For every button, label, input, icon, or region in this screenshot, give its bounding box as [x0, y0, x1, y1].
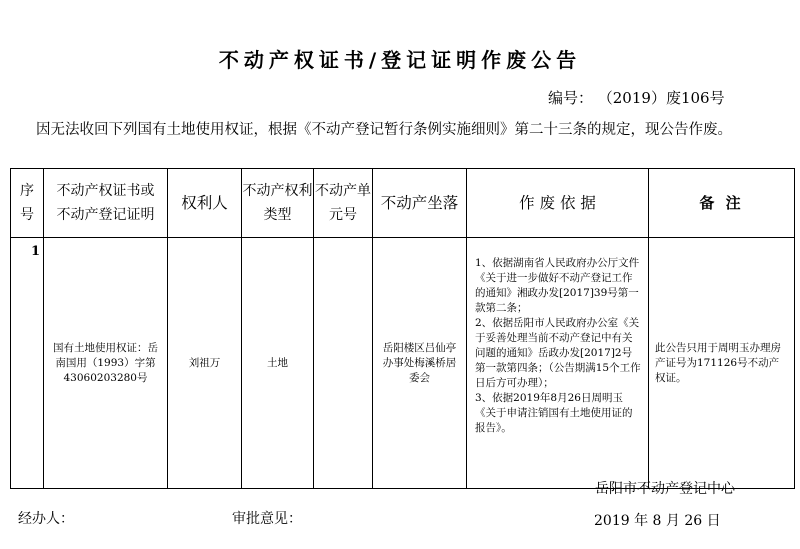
- table-row: [11, 238, 795, 489]
- row-remark: 此公告只用于周明玉办理房产证号为171126号不动产权证。: [649, 238, 795, 489]
- row-basis: [467, 238, 649, 489]
- header-unit-no-line2: 元号: [329, 207, 357, 223]
- approval-label: 审批意见：: [232, 511, 302, 527]
- header-cert: [44, 169, 168, 238]
- basis-item-1: 1、依据湖南省人民政府办公厅文件《关于进一步做好不动产登记工作的通知》湘政办发[2017]39号第一款第二条；: [475, 257, 640, 314]
- header-unit-no-line1: 不动产单: [315, 183, 371, 199]
- row-location: 岳阳楼区吕仙亭办事处梅溪桥居委会: [373, 238, 467, 489]
- header-right-type: [242, 169, 314, 238]
- basis-item-2: 2、依据岳阳市人民政府办公室《关于妥善处理当前不动产登记中有关问题的通知》岳政办发[2017]2号第一款第四条；（公告期满15个工作日后方可办理）；: [475, 317, 641, 389]
- header-right-type-line1: 不动产权利: [242, 183, 313, 199]
- issue-date: 2019 年 8 月 26 日: [594, 513, 721, 529]
- intro-text: 因无法收回下列国有土地使用权证，根据《不动产登记暂行条例实施细则》第二十三条的规定，现公告作废。: [36, 122, 732, 138]
- basis-item-3: 3、依据2019年8月26日周明玉《关于申请注销国有土地使用证的报告》。: [475, 392, 633, 434]
- header-seq-line2: 号: [20, 207, 34, 223]
- header-seq: [11, 169, 44, 238]
- header-location: 不动产坐落: [373, 169, 467, 238]
- header-unit-no: [314, 169, 373, 238]
- row-right-type: 土地: [242, 238, 314, 489]
- header-cert-line1: 不动产权证书或: [56, 183, 155, 199]
- header-seq-line1: 序: [20, 183, 34, 199]
- row-holder: 刘祖万: [168, 238, 242, 489]
- issuing-organization: 岳阳市不动产登记中心: [595, 481, 735, 497]
- header-right-type-line2: 类型: [263, 207, 292, 223]
- row-unit-no: [314, 238, 373, 489]
- row-seq: 1: [11, 238, 44, 489]
- header-cert-line2: 不动产登记证明: [56, 207, 155, 223]
- handler-label: 经办人：: [18, 511, 74, 527]
- header-holder: 权利人: [168, 169, 242, 238]
- table-header-row: [11, 169, 795, 238]
- page-title: 不动产权证书/登记证明作废公告: [218, 48, 582, 72]
- header-basis: 作 废 依 据: [467, 169, 649, 238]
- cancellation-table: [10, 168, 795, 489]
- row-cert: 国有土地使用权证：岳南国用（1993）字第43060203280号: [44, 238, 168, 489]
- header-remark: 备 注: [649, 169, 795, 238]
- document-number: 编号： （2019）废106号: [548, 89, 725, 107]
